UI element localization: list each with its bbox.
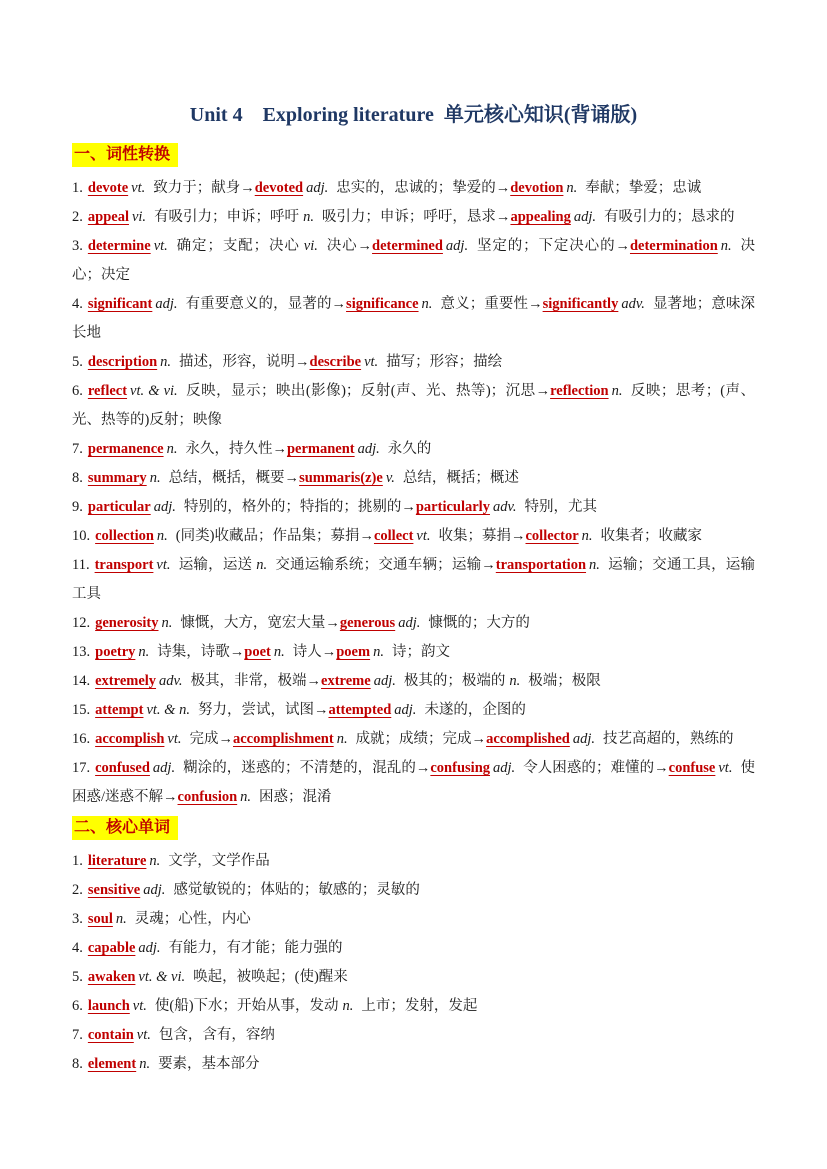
- definition-text: 显著地；意味深长地: [72, 296, 756, 341]
- vocab-item: [72, 638, 755, 667]
- pos-tag: n.: [156, 528, 168, 544]
- vocab-item: [72, 232, 755, 290]
- english-word: poem: [336, 644, 371, 660]
- definition-text: 决心；决定: [72, 238, 756, 283]
- pos-tag: v.: [385, 470, 395, 486]
- definition-text: 反映；思考；(声、光、热等的)反射；映像: [72, 383, 756, 428]
- definition-text: 永久的: [387, 441, 432, 457]
- pos-tag: adj.: [143, 882, 166, 898]
- definition-text: 成就；成绩；完成→: [355, 731, 487, 747]
- item-number: 3.: [72, 238, 83, 254]
- pos-tag: adj.: [152, 760, 176, 776]
- english-word: permanence: [87, 441, 164, 457]
- pos-tag: n.: [115, 911, 127, 927]
- pos-tag: adj.: [572, 731, 595, 747]
- definition-text: 完成→: [189, 731, 233, 747]
- pos-tag: adj.: [306, 180, 329, 196]
- pos-tag: adv.: [621, 296, 645, 312]
- definition-text: 慷慨，大方，宽宏大量→: [180, 615, 340, 631]
- vocab-item: [72, 1050, 755, 1079]
- definition-text: 糊涂的，迷惑的；不清楚的，混乱的→: [183, 760, 431, 776]
- pos-tag: n.: [138, 644, 150, 660]
- english-word: poet: [244, 644, 271, 660]
- section-heading-row: [72, 143, 755, 167]
- english-word: confuse: [668, 760, 716, 776]
- english-word: generosity: [95, 615, 159, 631]
- definition-text: 确定；支配；决心: [175, 238, 300, 254]
- item-number: 5.: [72, 354, 83, 370]
- item-number: 4.: [72, 940, 83, 956]
- english-word: devotion: [510, 180, 564, 196]
- item-number: 7.: [72, 1027, 83, 1043]
- english-word: particularly: [415, 499, 490, 515]
- pos-tag: vt. & n.: [146, 702, 190, 718]
- definition-text: 吸引力；申诉；呼吁，恳求→: [321, 209, 511, 225]
- english-word: literature: [87, 853, 147, 869]
- definition-text: 描述，形容，说明→: [179, 354, 310, 370]
- item-number: 10.: [72, 528, 91, 544]
- pos-tag: adj.: [138, 940, 161, 956]
- vocab-item: [72, 551, 755, 609]
- pos-tag: n.: [303, 209, 314, 225]
- pos-tag: n.: [342, 998, 354, 1014]
- english-word: determined: [372, 238, 443, 254]
- vocab-item: [72, 667, 755, 696]
- english-word: launch: [87, 998, 130, 1014]
- item-number: 2.: [72, 209, 83, 225]
- item-number: 1.: [72, 180, 83, 196]
- definition-text: 致力于；献身→: [153, 180, 255, 196]
- pos-tag: adj.: [445, 238, 469, 254]
- definition-text: 灵魂；心性，内心: [134, 911, 251, 927]
- english-word: accomplishment: [233, 731, 334, 747]
- english-word: reflect: [87, 383, 128, 399]
- item-number: 12.: [72, 615, 91, 631]
- section-heading-row: [72, 816, 755, 840]
- section-word-conversion: [72, 143, 755, 812]
- pos-tag: adj.: [493, 760, 516, 776]
- pos-tag: n.: [240, 789, 252, 805]
- definition-text: 总结，概括；概述: [402, 470, 519, 486]
- definition-text: 交通运输系统；交通车辆；运输→: [275, 557, 496, 573]
- english-word: appeal: [87, 209, 129, 225]
- vocab-item: [72, 174, 755, 203]
- pos-tag: n.: [566, 180, 578, 196]
- pos-tag: vt.: [156, 557, 171, 573]
- pos-tag: n.: [611, 383, 623, 399]
- item-number: 3.: [72, 911, 83, 927]
- item-number: 6.: [72, 998, 83, 1014]
- english-word: collect: [373, 528, 414, 544]
- vocab-item: [72, 876, 755, 905]
- definition-text: 决心→: [325, 238, 373, 254]
- english-word: devoted: [254, 180, 304, 196]
- english-word: transportation: [495, 557, 587, 573]
- english-word: devote: [87, 180, 129, 196]
- item-number: 16.: [72, 731, 91, 747]
- item-number: 5.: [72, 969, 83, 985]
- definition-text: 坚定的；下定决心的→: [476, 238, 630, 254]
- vocab-item: [72, 348, 755, 377]
- definition-text: 极其，非常，极端→: [190, 673, 322, 689]
- section-heading-core-words: 二、核心单词: [72, 816, 178, 840]
- definition-text: 奉献；挚爱；忠诚: [585, 180, 702, 196]
- pos-tag: vt.: [136, 1027, 151, 1043]
- english-word: collector: [525, 528, 579, 544]
- english-word: collection: [95, 528, 154, 544]
- pos-tag: adj.: [573, 209, 597, 225]
- section-heading-word-conversion: 一、词性转换: [72, 143, 178, 167]
- english-word: description: [87, 354, 158, 370]
- section-core-words: [72, 816, 755, 1079]
- english-word: extremely: [95, 673, 157, 689]
- pos-tag: vt.: [364, 354, 379, 370]
- pos-tag: n.: [373, 644, 384, 660]
- definition-text: 慷慨的；大方的: [428, 615, 530, 631]
- definition-text: 有吸引力；申诉；呼吁: [154, 209, 300, 225]
- definition-text: 反映，显示；映出(影像)；反射(声、光、热等)；沉思→: [185, 383, 551, 399]
- definition-text: 运输，运送: [178, 557, 253, 573]
- definition-text: 困惑；混淆: [259, 789, 332, 805]
- item-number: 8.: [72, 470, 83, 486]
- definition-text: 总结，概括，概要→: [168, 470, 300, 486]
- english-word: generous: [339, 615, 396, 631]
- vocab-item: [72, 609, 755, 638]
- definition-text: 收集者；收藏家: [600, 528, 703, 544]
- vocab-list-core-words: [72, 847, 755, 1079]
- pos-tag: n.: [581, 528, 593, 544]
- english-word: permanent: [286, 441, 355, 457]
- english-word: confusing: [430, 760, 491, 776]
- pos-tag: n.: [273, 644, 285, 660]
- english-word: attempted: [328, 702, 392, 718]
- definition-text: 收集；募捐→: [438, 528, 526, 544]
- definition-text: 意义；重要性→: [440, 296, 543, 312]
- pos-tag: vi.: [303, 238, 318, 254]
- definition-text: 特别的，格外的；特指的；挑剔的→: [183, 499, 416, 515]
- english-word: appealing: [510, 209, 571, 225]
- item-number: 9.: [72, 499, 83, 515]
- pos-tag: adj.: [153, 499, 176, 515]
- definition-text: 要素，基本部分: [158, 1056, 260, 1072]
- vocab-item: [72, 725, 755, 754]
- pos-tag: vt. & vi.: [130, 383, 178, 399]
- english-word: confusion: [177, 789, 238, 805]
- english-word: extreme: [321, 673, 371, 689]
- item-number: 17.: [72, 760, 91, 776]
- pos-tag: adj.: [357, 441, 380, 457]
- definition-text: 使(船)下水；开始从事，发动: [154, 998, 339, 1014]
- english-word: attempt: [95, 702, 144, 718]
- vocab-item: [72, 1021, 755, 1050]
- vocab-item: [72, 464, 755, 493]
- pos-tag: vt.: [416, 528, 431, 544]
- english-word: significantly: [542, 296, 619, 312]
- vocab-item: [72, 934, 755, 963]
- english-word: significant: [87, 296, 153, 312]
- definition-text: 极其的；极端的: [403, 673, 506, 689]
- item-number: 13.: [72, 644, 91, 660]
- english-word: transport: [94, 557, 154, 573]
- pos-tag: vi.: [131, 209, 147, 225]
- pos-tag: vt. & vi.: [138, 969, 186, 985]
- pos-tag: vt.: [132, 998, 147, 1014]
- definition-text: 使困惑/迷惑不解→: [72, 760, 756, 805]
- pos-tag: adj.: [155, 296, 178, 312]
- english-word: capable: [87, 940, 136, 956]
- definition-text: 描写；形容；描绘: [386, 354, 503, 370]
- pos-tag: n.: [149, 470, 161, 486]
- vocab-item: [72, 963, 755, 992]
- pos-tag: adv.: [159, 673, 183, 689]
- vocab-item: [72, 290, 755, 348]
- definition-text: 运输；交通工具，运输工具: [72, 557, 756, 602]
- definition-text: 有能力，有才能；能力强的: [168, 940, 343, 956]
- pos-tag: n.: [336, 731, 348, 747]
- pos-tag: vt.: [131, 180, 146, 196]
- item-number: 11.: [72, 557, 90, 573]
- english-word: summary: [87, 470, 147, 486]
- pos-tag: n.: [160, 354, 172, 370]
- pos-tag: n.: [720, 238, 732, 254]
- item-number: 4.: [72, 296, 83, 312]
- definition-text: 感觉敏锐的；体贴的；敏感的；灵敏的: [173, 882, 420, 898]
- item-number: 2.: [72, 882, 83, 898]
- pos-tag: n.: [139, 1056, 151, 1072]
- english-word: significance: [346, 296, 419, 312]
- pos-tag: adj.: [398, 615, 421, 631]
- english-word: accomplish: [95, 731, 165, 747]
- definition-text: 上市；发射，发起: [361, 998, 478, 1014]
- definition-text: 技艺高超的，熟练的: [603, 731, 734, 747]
- english-word: confused: [95, 760, 150, 776]
- pos-tag: n.: [166, 441, 178, 457]
- pos-tag: n.: [421, 296, 433, 312]
- item-number: 8.: [72, 1056, 83, 1072]
- item-number: 15.: [72, 702, 91, 718]
- vocab-item: [72, 493, 755, 522]
- definition-text: 包含，含有，容纳: [158, 1027, 275, 1043]
- english-word: sensitive: [87, 882, 141, 898]
- english-word: determine: [87, 238, 151, 254]
- english-word: particular: [87, 499, 151, 515]
- pos-tag: adj.: [394, 702, 417, 718]
- pos-tag: vt.: [718, 760, 733, 776]
- english-word: accomplished: [486, 731, 570, 747]
- pos-tag: adj.: [373, 673, 396, 689]
- english-word: summaris(z)e: [299, 470, 383, 486]
- pos-tag: n.: [589, 557, 600, 573]
- definition-text: 诗集，诗歌→: [157, 644, 245, 660]
- definition-text: 唤起，被唤起；(使)醒来: [193, 969, 348, 985]
- definition-text: (同类)收藏品；作品集；募捐→: [175, 528, 374, 544]
- document-title: Unit 4 Exploring literature 单元核心知识(背诵版): [189, 104, 638, 126]
- item-number: 1.: [72, 853, 83, 869]
- vocab-item: [72, 847, 755, 876]
- definition-text: 令人困惑的；难懂的→: [523, 760, 669, 776]
- definition-text: 诗；韵文: [391, 644, 450, 660]
- english-word: element: [87, 1056, 137, 1072]
- english-word: poetry: [95, 644, 136, 660]
- vocab-item: [72, 522, 755, 551]
- english-word: describe: [309, 354, 362, 370]
- definition-text: 有重要意义的，显著的→: [185, 296, 347, 312]
- vocab-item: [72, 905, 755, 934]
- pos-tag: vt.: [153, 238, 168, 254]
- definition-text: 努力，尝试，试图→: [197, 702, 329, 718]
- definition-text: 永久，持久性→: [185, 441, 287, 457]
- definition-text: 特别，尤其: [524, 499, 597, 515]
- english-word: determination: [629, 238, 718, 254]
- item-number: 7.: [72, 441, 83, 457]
- vocab-item: [72, 696, 755, 725]
- vocab-item: [72, 992, 755, 1021]
- vocab-item: [72, 435, 755, 464]
- english-word: soul: [87, 911, 113, 927]
- pos-tag: adv.: [492, 499, 517, 515]
- vocab-item: [72, 377, 755, 435]
- english-word: contain: [87, 1027, 134, 1043]
- pos-tag: vt.: [167, 731, 182, 747]
- vocab-list-word-conversion: [72, 174, 755, 812]
- vocab-item: [72, 754, 755, 812]
- pos-tag: n.: [161, 615, 173, 631]
- pos-tag: n.: [149, 853, 161, 869]
- item-number: 6.: [72, 383, 83, 399]
- vocab-item: [72, 203, 755, 232]
- definition-text: 有吸引力的；恳求的: [604, 209, 735, 225]
- definition-text: 忠实的，忠诚的；挚爱的→: [336, 180, 511, 196]
- pos-tag: n.: [509, 673, 521, 689]
- definition-text: 极端；极限: [528, 673, 601, 689]
- definition-text: 文学，文学作品: [168, 853, 270, 869]
- definition-text: 未遂的，企图的: [424, 702, 526, 718]
- item-number: 14.: [72, 673, 91, 689]
- definition-text: 诗人→: [292, 644, 337, 660]
- english-word: awaken: [87, 969, 136, 985]
- english-word: reflection: [550, 383, 609, 399]
- pos-tag: n.: [256, 557, 268, 573]
